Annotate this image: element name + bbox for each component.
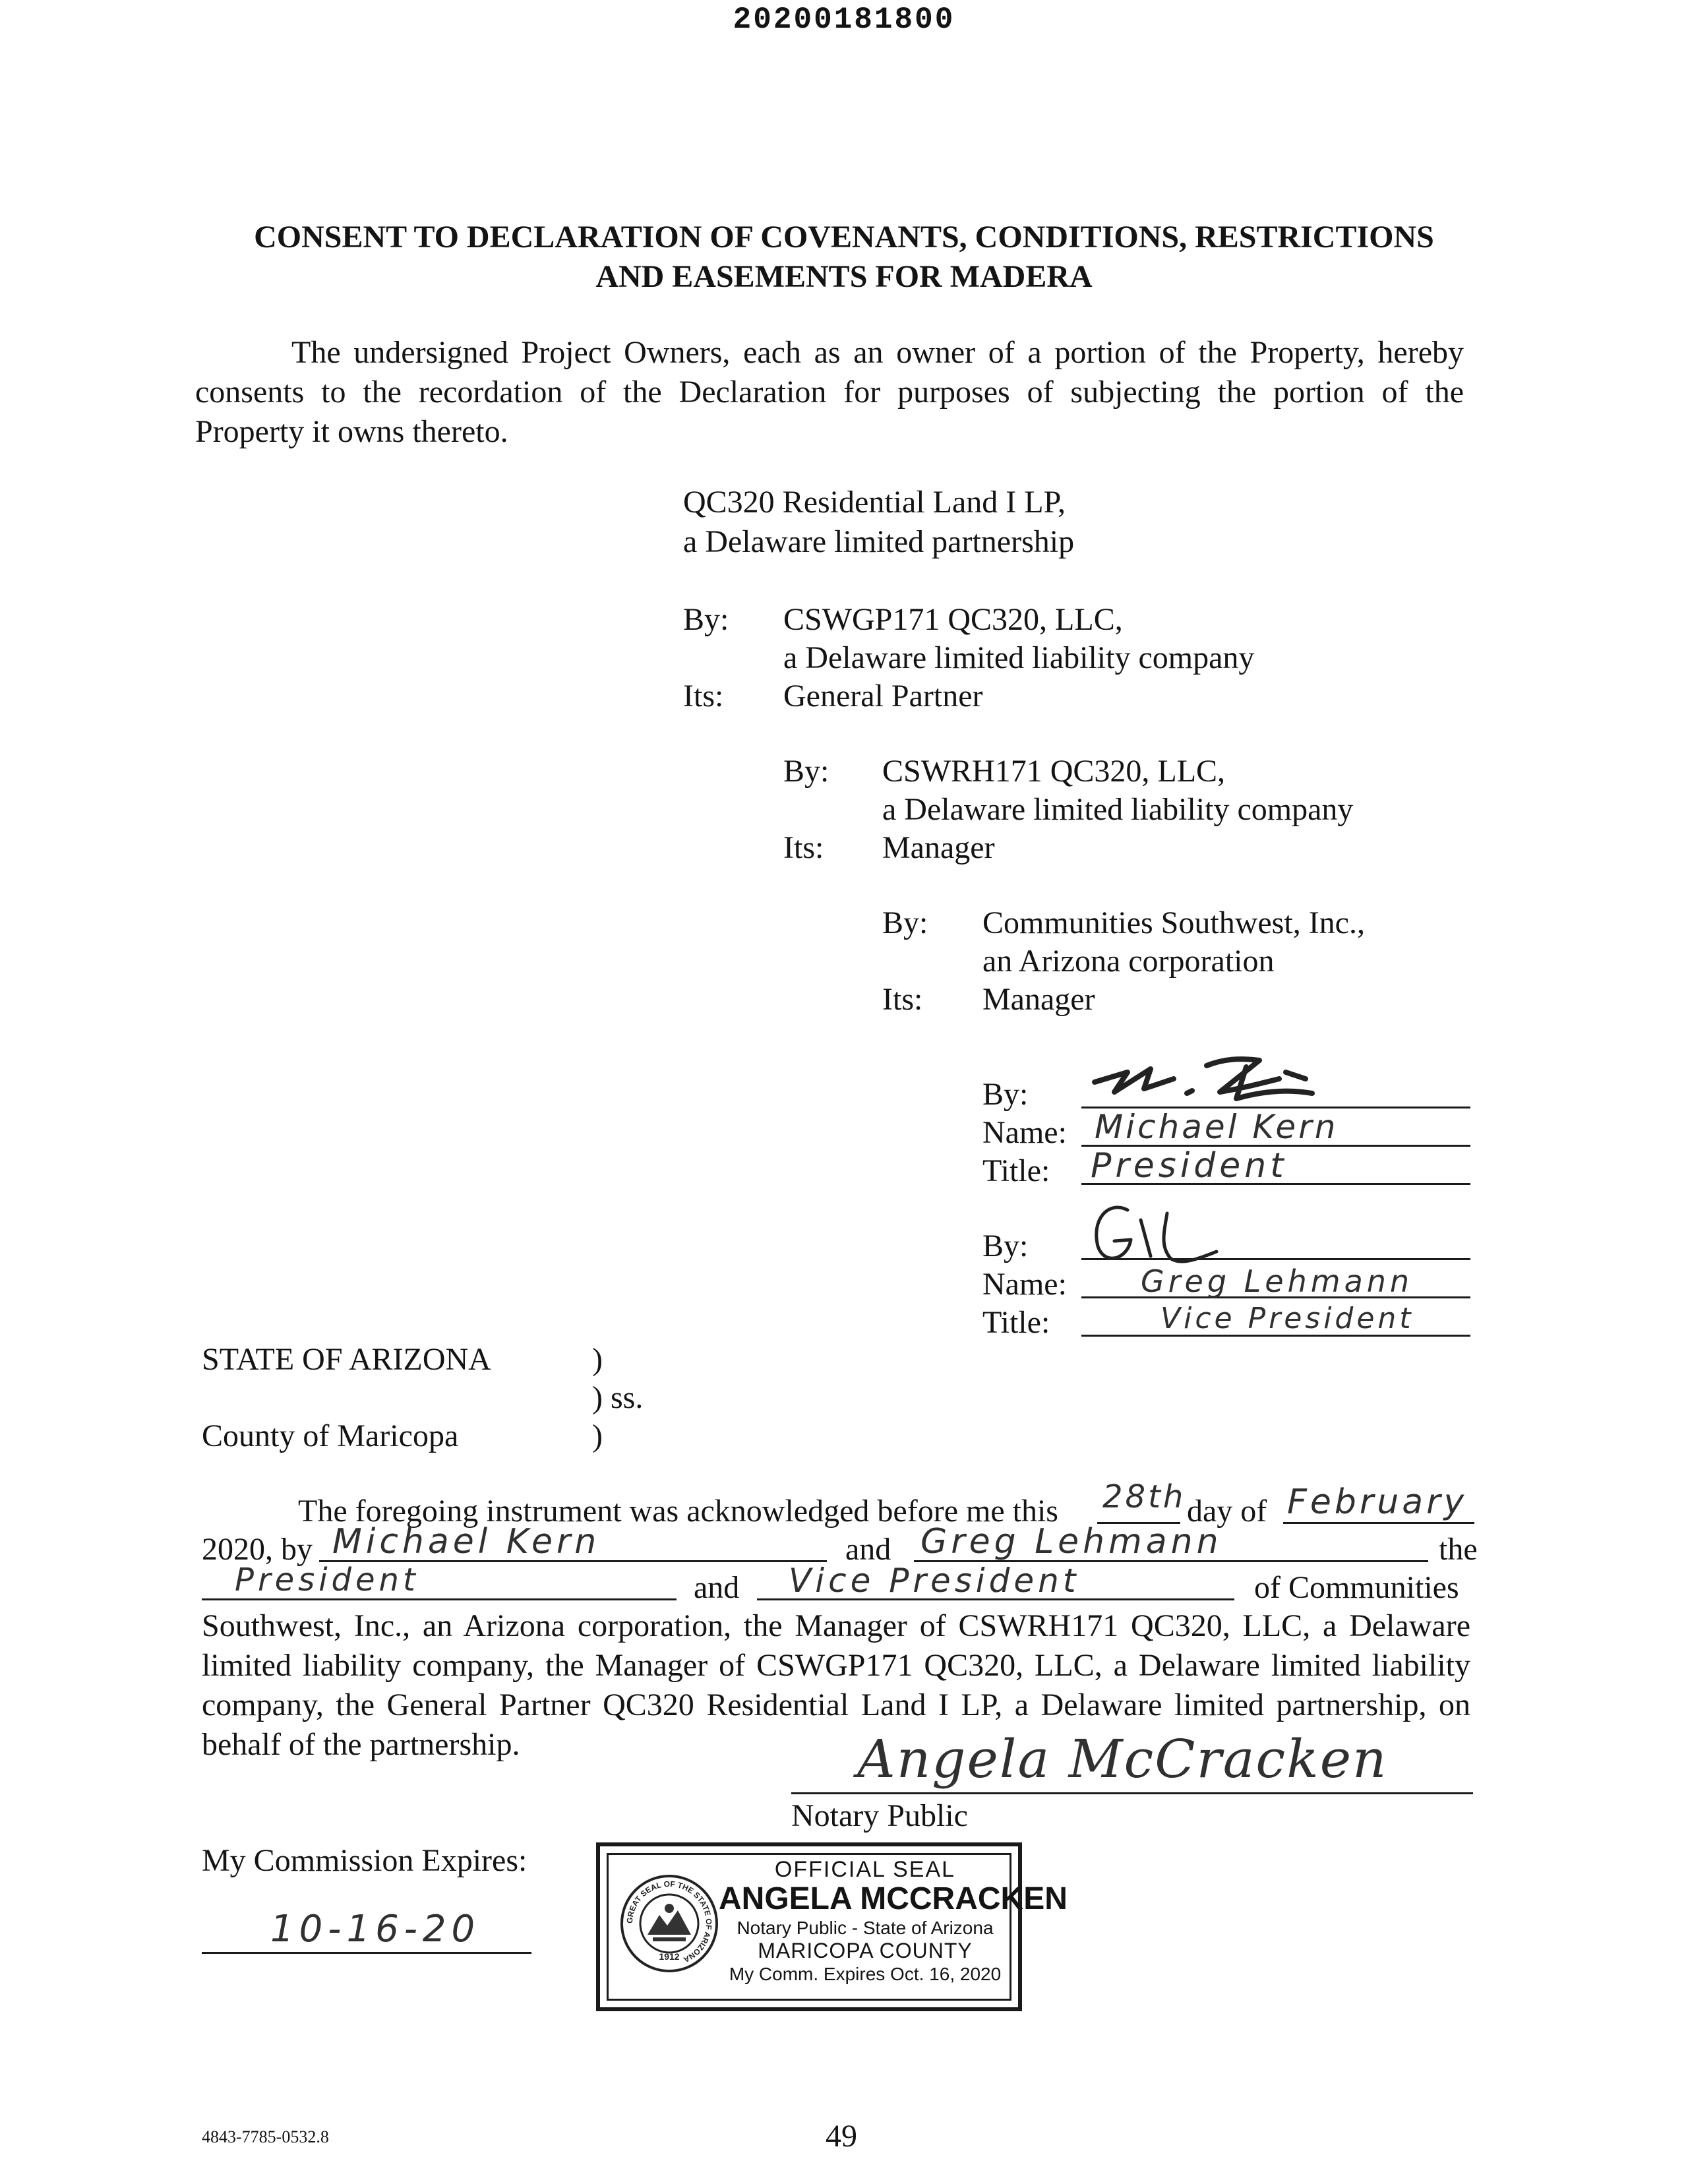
seal-expires: My Comm. Expires Oct. 16, 2020 (729, 1964, 1002, 1984)
ack-name2-value: Greg Lehmann (920, 1522, 1222, 1562)
ack-and-2: and (694, 1570, 740, 1605)
venue-paren-1: ) (592, 1342, 603, 1377)
ack-month-value: February (1287, 1482, 1468, 1522)
title-line-2: AND EASEMENTS FOR MADERA (595, 259, 1093, 294)
ack-line-5: limited liability company, the Manager of CSWGP171 QC320, LLC, a Delaware limited liability (202, 1648, 1470, 1683)
level1-by-value: CSWGP171 QC320, LLC, (783, 602, 1123, 637)
signer1-signature (1088, 1052, 1352, 1115)
ack-and-1: and (845, 1532, 891, 1567)
level1-its-value: General Partner (783, 679, 983, 713)
title-line-1: CONSENT TO DECLARATION OF COVENANTS, CONDITIONS, RESTRICTIONS (254, 220, 1434, 255)
notary-public-label: Notary Public (791, 1798, 968, 1833)
seal-line-1: OFFICIAL SEAL (774, 1857, 956, 1882)
intro-line-1: The undersigned Project Owners, each as an owner of a portion of the Property, hereby (291, 335, 1464, 370)
signer2-by-label: By: (982, 1228, 1029, 1263)
commission-date-line (202, 1952, 531, 1954)
seal-name: ANGELA MCCRACKEN (719, 1881, 1068, 1916)
notary-signature-line (791, 1792, 1473, 1794)
page-number: 49 (826, 2119, 857, 2154)
entity-type: a Delaware limited partnership (683, 524, 1075, 559)
commission-date-value: 10-16-20 (270, 1908, 481, 1951)
document-title (158, 218, 1530, 297)
level3-its-label: Its: (882, 982, 923, 1017)
level2-by-label: By: (783, 754, 829, 789)
recording-number: 20200181800 (733, 3, 955, 37)
ack-line-4: Southwest, Inc., an Arizona corporation, the Manager of CSWRH171 QC320, LLC, a Delaware (202, 1608, 1470, 1643)
level1-sub: a Delaware limited liability company (783, 640, 1255, 675)
signer1-name-value: Michael Kern (1095, 1108, 1339, 1146)
level2-its-value: Manager (882, 830, 995, 865)
level2-by-value: CSWRH171 QC320, LLC, (882, 754, 1226, 789)
ack-text-2: day of (1187, 1494, 1267, 1529)
notary-seal (596, 1842, 1068, 2011)
level1-its-label: Its: (683, 679, 724, 713)
level3-by-label: By: (882, 905, 928, 940)
ack-line-6: company, the General Partner QC320 Residential Land I LP, a Delaware limited partnership, on (202, 1687, 1470, 1722)
ack-the: the (1439, 1532, 1478, 1567)
intro-line-3: Property it owns thereto. (195, 414, 508, 449)
ack-name1-value: Michael Kern (332, 1522, 601, 1562)
footer-doc-id: 4843-7785-0532.8 (202, 2127, 329, 2146)
seal-county: MARICOPA COUNTY (758, 1939, 973, 1962)
ack-title1-value: President (235, 1562, 419, 1598)
venue-county: County of Maricopa (202, 1418, 459, 1453)
notary-signature: Angela McCracken (857, 1728, 1388, 1790)
signer1-title-value: President (1091, 1146, 1288, 1186)
entity-name: QC320 Residential Land I LP, (683, 485, 1066, 520)
intro-line-2: consents to the recordation of the Declaration for purposes of subjecting the portion of the (195, 375, 1464, 410)
level3-its-value: Manager (982, 982, 1095, 1017)
signer1-by-label: By: (982, 1077, 1029, 1112)
venue-ss: ) ss. (592, 1380, 644, 1415)
venue-state: STATE OF ARIZONA (202, 1342, 491, 1377)
signer2-name-label: Name: (982, 1267, 1067, 1302)
ack-day-value: 28th (1102, 1478, 1186, 1515)
ack-text-1: The foregoing instrument was acknowledged before me this (298, 1494, 1058, 1529)
intro-paragraph (195, 333, 1464, 452)
level2-sub: a Delaware limited liability company (882, 792, 1354, 827)
level3-by-value: Communities Southwest, Inc., (982, 905, 1365, 940)
level2-its-label: Its: (783, 830, 824, 865)
arizona-seal-emblem (620, 1874, 719, 1976)
signer1-name-label: Name: (982, 1115, 1067, 1150)
signer2-name-value: Greg Lehmann (1141, 1263, 1414, 1299)
ack-title2-value: Vice President (789, 1562, 1080, 1600)
seal-line-3: Notary Public - State of Arizona (737, 1918, 994, 1938)
ack-month-line (1283, 1522, 1474, 1524)
ack-year-by: 2020, by (202, 1532, 313, 1567)
ack-title1-line (202, 1598, 677, 1600)
signer2-title-label: Title: (982, 1305, 1050, 1340)
level1-by-label: By: (683, 602, 729, 637)
signer1-title-label: Title: (982, 1153, 1050, 1188)
ack-of-communities: of Communities (1254, 1570, 1459, 1605)
signer2-title-value: Vice President (1160, 1302, 1414, 1335)
emblem-year: 1912 (659, 1951, 680, 1962)
level3-sub: an Arizona corporation (982, 944, 1275, 979)
commission-label: My Commission Expires: (202, 1843, 528, 1878)
ack-line-7: behalf of the partnership. (202, 1727, 520, 1762)
emblem-ring-text: GREAT SEAL OF THE STATE OF ARIZONA (624, 1879, 714, 1965)
venue-paren-3: ) (592, 1418, 603, 1453)
